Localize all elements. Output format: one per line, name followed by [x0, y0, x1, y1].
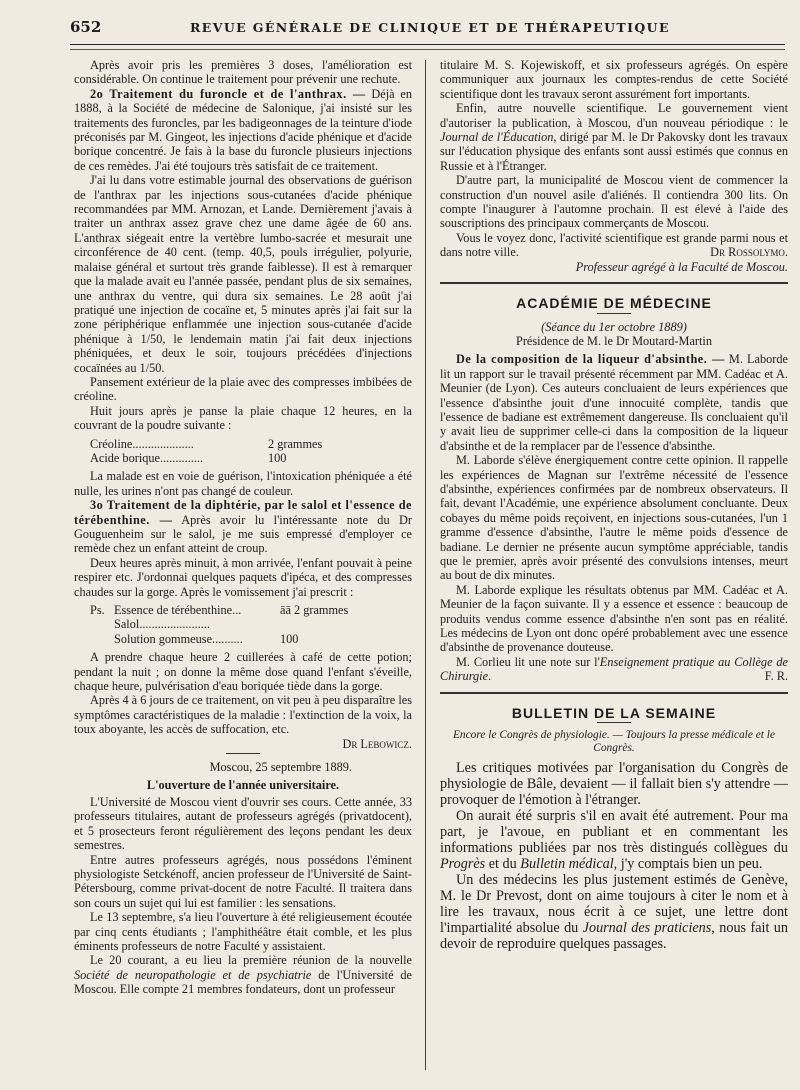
section-heading: 3o Traitement de la diphtérie, par le salol et l'essence de térébenthine. — [74, 498, 412, 527]
header-rule [70, 44, 785, 45]
seance-date: (Séance du 1er octobre 1889) [541, 319, 687, 334]
separator [597, 313, 631, 314]
paragraph: M. Corlieu lit une note sur l'Enseignement pratique au Collège de Chirurgie. F. R. [440, 654, 788, 684]
paragraph: M. Laborde explique les résultats obtenus par MM. Cadéac et A. Meunier de la façon suivante. Il y a essence et essence : beaucoup de produits vendus comme essence d'absinthe n'en sont pas en réalité. Les médecins de Lyon ont donc opéré probablement avec une essence d'absinthe de provenance douteuse. [440, 582, 788, 655]
page-number: 652 [70, 18, 102, 36]
signature: Dr Rossolymo. [710, 245, 788, 260]
paragraph: Enfin, autre nouvelle scientifique. Le gouvernement vient d'autoriser la publication, à Moscou, d'un nouveau périodique : le Journal de l'Éducation, dirigé par M. le Dr Pakovsky dont les travaux sur l'éducation physique des enfants sont aussi estimés que connus en Russie et à l'Étranger. [440, 101, 789, 173]
paragraph: De la composition de la liqueur d'absinthe. — M. Laborde lit un rapport sur le travail présenté récemment par MM. Cadéac et A. Meunier (de Lyon). Ces auteurs concluaient de leurs expériences que l'essence d'absinthe jouit d'une innocuité complète, tandis que l'essence de badiane est extrêmement dangereuse. Ils concluaient qu'il y avait lieu de supprimer celle-ci dans la composition de la liqueur d'absinthe et de la remplacer par de l'essence d'absinthe. [440, 352, 788, 453]
paragraph: Après 4 à 6 jours de ce traitement, on vit peu à peu disparaître les symptômes caractéristiques de la maladie : l'extinction de la voix, la toux aboyante, les accès de suffocation, etc. [74, 693, 413, 737]
bulletin-subtitle: Encore le Congrès de physiologie. — Toujours la presse médicale et le Congrès. [452, 729, 776, 754]
section-title: BULLETIN DE LA SEMAINE [511, 704, 717, 721]
section-heading: 2o Traitement du furoncle et de l'anthrax. — [90, 86, 366, 101]
paragraph: A prendre chaque heure 2 cuillerées à café de cette potion; pendant la nuit ; on donne la même dose quand l'enfant s'éveille, chaque heure, pulvérisation d'eau boriquée tiède dans la gorge. [74, 650, 412, 694]
paragraph: On aurait été surpris s'il en avait été autrement. Pour ma part, je l'avoue, en publiant et en commentant les informations publiées par nos très distingués collègues du Progrès et du Bulletin médical, j'y comptais bien un peu. [440, 808, 788, 873]
prescription-potion: Ps. Essence de térébenthine... āā 2 grammes Salol....................... Solution gommeuse.......... 100 [90, 603, 349, 646]
paragraph: 2o Traitement du furoncle et de l'anthrax. — Déjà en 1888, à la Société de médecine de Salonique, j'ai insisté sur les traitements des furoncles, par les badigeonnages de la teinture d'iode préconisés par M. Gingeot, les injections d'acide phénique et d'acide borique concentré. Je fais à la base du furoncle plusieurs injections de ces remèdes. J'ai été toujours très satisfait de ce traitement. [74, 86, 412, 173]
column-divider [425, 60, 426, 1070]
page-header [70, 18, 785, 44]
paragraph: Après avoir pris les premières 3 doses, l'amélioration est considérable. On continue le traitement pour prévenir une rechute. [74, 58, 412, 87]
separator [226, 753, 260, 754]
paragraph: 3o Traitement de la diphtérie, par le salol et l'essence de térébenthine. — Après avoir lu l'intéressante note du Dr Gouguenheim sur le salol, je me suis empressé d'employer ce remède chez un enfant atteint de croup. [74, 498, 412, 556]
bulletin-body [440, 760, 788, 952]
paragraph: Un des médecins les plus justement estimés de Genève, M. le Dr Prevost, dont on aime toujours à citer le nom et à lire les travaux, nous écrit à ce sujet, une lettre dont l'impartialité absolue du Journal des praticiens, nous fait un devoir de reproduire quelques passages. [440, 872, 788, 953]
dateline: Moscou, 25 septembre 1889. [209, 760, 352, 775]
section-heading: De la composition de la liqueur d'absinthe. — [456, 352, 725, 367]
paragraph: D'autre part, la municipalité de Moscou vient de commencer la construction d'un nouvel asile d'aliénés. Il contiendra 300 lits. On compte l'inaugurer à l'automne prochain. Il est élevé à l'aide des souscriptions des principaux commerçants de Moscou. [440, 173, 788, 231]
affiliation: Professeur agrégé à la Faculté de Moscou. [575, 259, 788, 274]
header-rule-thin [70, 49, 785, 50]
signature: F. R. [764, 669, 788, 684]
paragraph: Huit jours après je panse la plaie chaque 12 heures, en la couvrant de la poudre suivante : [74, 403, 412, 433]
paragraph: titulaire M. S. Kojewiskoff, et six professeurs agrégés. On espère communiquer aux journaux les comptes-rendus de cette Société scientifique dont les travaux seront assurément fort importants. [440, 58, 788, 101]
paragraph: M. Laborde s'élève énergiquement contre cette opinion. Il rappelle les expériences de Magnan sur l'extrême nécessité de l'essence d'absinthe, expériences confirmées par de nombreux observateurs. Il fait, devant l'Académie, une expérience absolument concluante. Deux cobayes du même poids reçoivent, en injections sous-cutanées, l'un 1 gramme d'essence d'absinthe, l'autre le même poids d'essence de badiane. Le dernier ne présente aucun symptôme appréciable, tandis que le premier, après avoir présenté des convulsions intenses, meurt au bout de dix minutes. [440, 453, 788, 583]
paragraph: Les critiques motivées par l'organisation du Congrès de physiologie de Bâle, devaient — il fallait bien s'y attendre — provoquer de l'émotion à l'étranger. [440, 760, 788, 809]
section-title: ACADÉMIE DE MÉDECINE [516, 295, 712, 312]
section-rule [440, 692, 788, 694]
paragraph: Pansement extérieur de la plaie avec des compresses imbibées de créoline. [74, 374, 412, 404]
left-column [74, 58, 412, 997]
prescription-powder: Créoline.................... 2 grammes Acide borique.............. 100 [90, 436, 323, 465]
journal-title: REVUE GÉNÉRALE DE CLINIQUE ET DE THÉRAPEUTIQUE [190, 20, 670, 35]
signature: Dr Lebowicz. [342, 736, 412, 751]
paragraph: Vous le voyez donc, l'activité scientifique est grande parmi nous et dans notre ville. Dr Rossolymo. [440, 230, 788, 260]
paragraph: Entre autres professeurs agrégés, nous possédons l'éminent physiologiste Setckénoff, ancien professeur de l'Université de Saint-Pétersbourg, comme privat-docent de notre Faculté. Il traitera dans son cours un sujet qui lui est familier : les sensations. [74, 852, 412, 910]
paragraph: Le 20 courant, a eu lieu la première réunion de la nouvelle Société de neuropathologie et de psychiatrie de l'Université de Moscou. Elle compte 21 membres fondateurs, dont un professeur [74, 953, 412, 997]
subheading: L'ouverture de l'année universitaire. [146, 777, 340, 792]
paragraph: Le 13 septembre, s'a lieu l'ouverture à été religieusement écoutée par cinq cents étudiants ; l'amphithéâtre était comble, et les plus éminents professeurs de notre Faculté y assistaient. [74, 910, 412, 953]
section-rule [440, 282, 788, 284]
separator [597, 722, 631, 723]
presidence: Présidence de M. le Dr Moutard-Martin [515, 333, 712, 348]
paragraph: Deux heures après minuit, à mon arrivée, l'enfant pouvait à peine respirer etc. J'ordonnai quelques paquets d'ipéca, et des compresses chaudes sur la gorge. Après le vomissement j'ai prescrit : [74, 555, 412, 599]
paragraph: La malade est en voie de guérison, l'intoxication phéniquée a été nulle, les urines n'ont pas changé de couleur. [74, 469, 412, 498]
right-column [440, 58, 788, 952]
paragraph: L'Université de Moscou vient d'ouvrir ses cours. Cette année, 33 professeurs titulaires, autant de professeurs agrégés (privatdocent), et 5 prosecteurs feront régulièrement des leçons pendant les deux semestres. [74, 794, 412, 853]
paragraph: J'ai lu dans votre estimable journal des observations de guérison de l'anthrax par les injections sous-cutanées d'acide phénique recommandées par MM. Arnozan, et Lande. Dernièrement j'avais à traiter un anthrax assez grave chez une dame âgée de 60 ans. L'anthrax siégeait entre la vertèbre lumbo-sacrée et mesurait une circonférence de 40 cent. (temp. 40,5, pouls irrégulier, polyurie, malaise général et surtout très grande faiblesse). Il est à remarquer que la malade avait eu l'année passée, pendant plus de six semaines, une anthrax du ventre, qui dura six semaines. Le 28 août j'ai pratiqué une injection de cocaïne et, 5 minutes après j'ai fait sur la zone périphérique enflammée une injection sous-cutanée d'acide phénique à 1/50, le lendemain matin j'ai fait deux injections phéniquées, et deux le soir, toujours précédées d'injections cocaïnées au 1/50. [74, 173, 412, 375]
